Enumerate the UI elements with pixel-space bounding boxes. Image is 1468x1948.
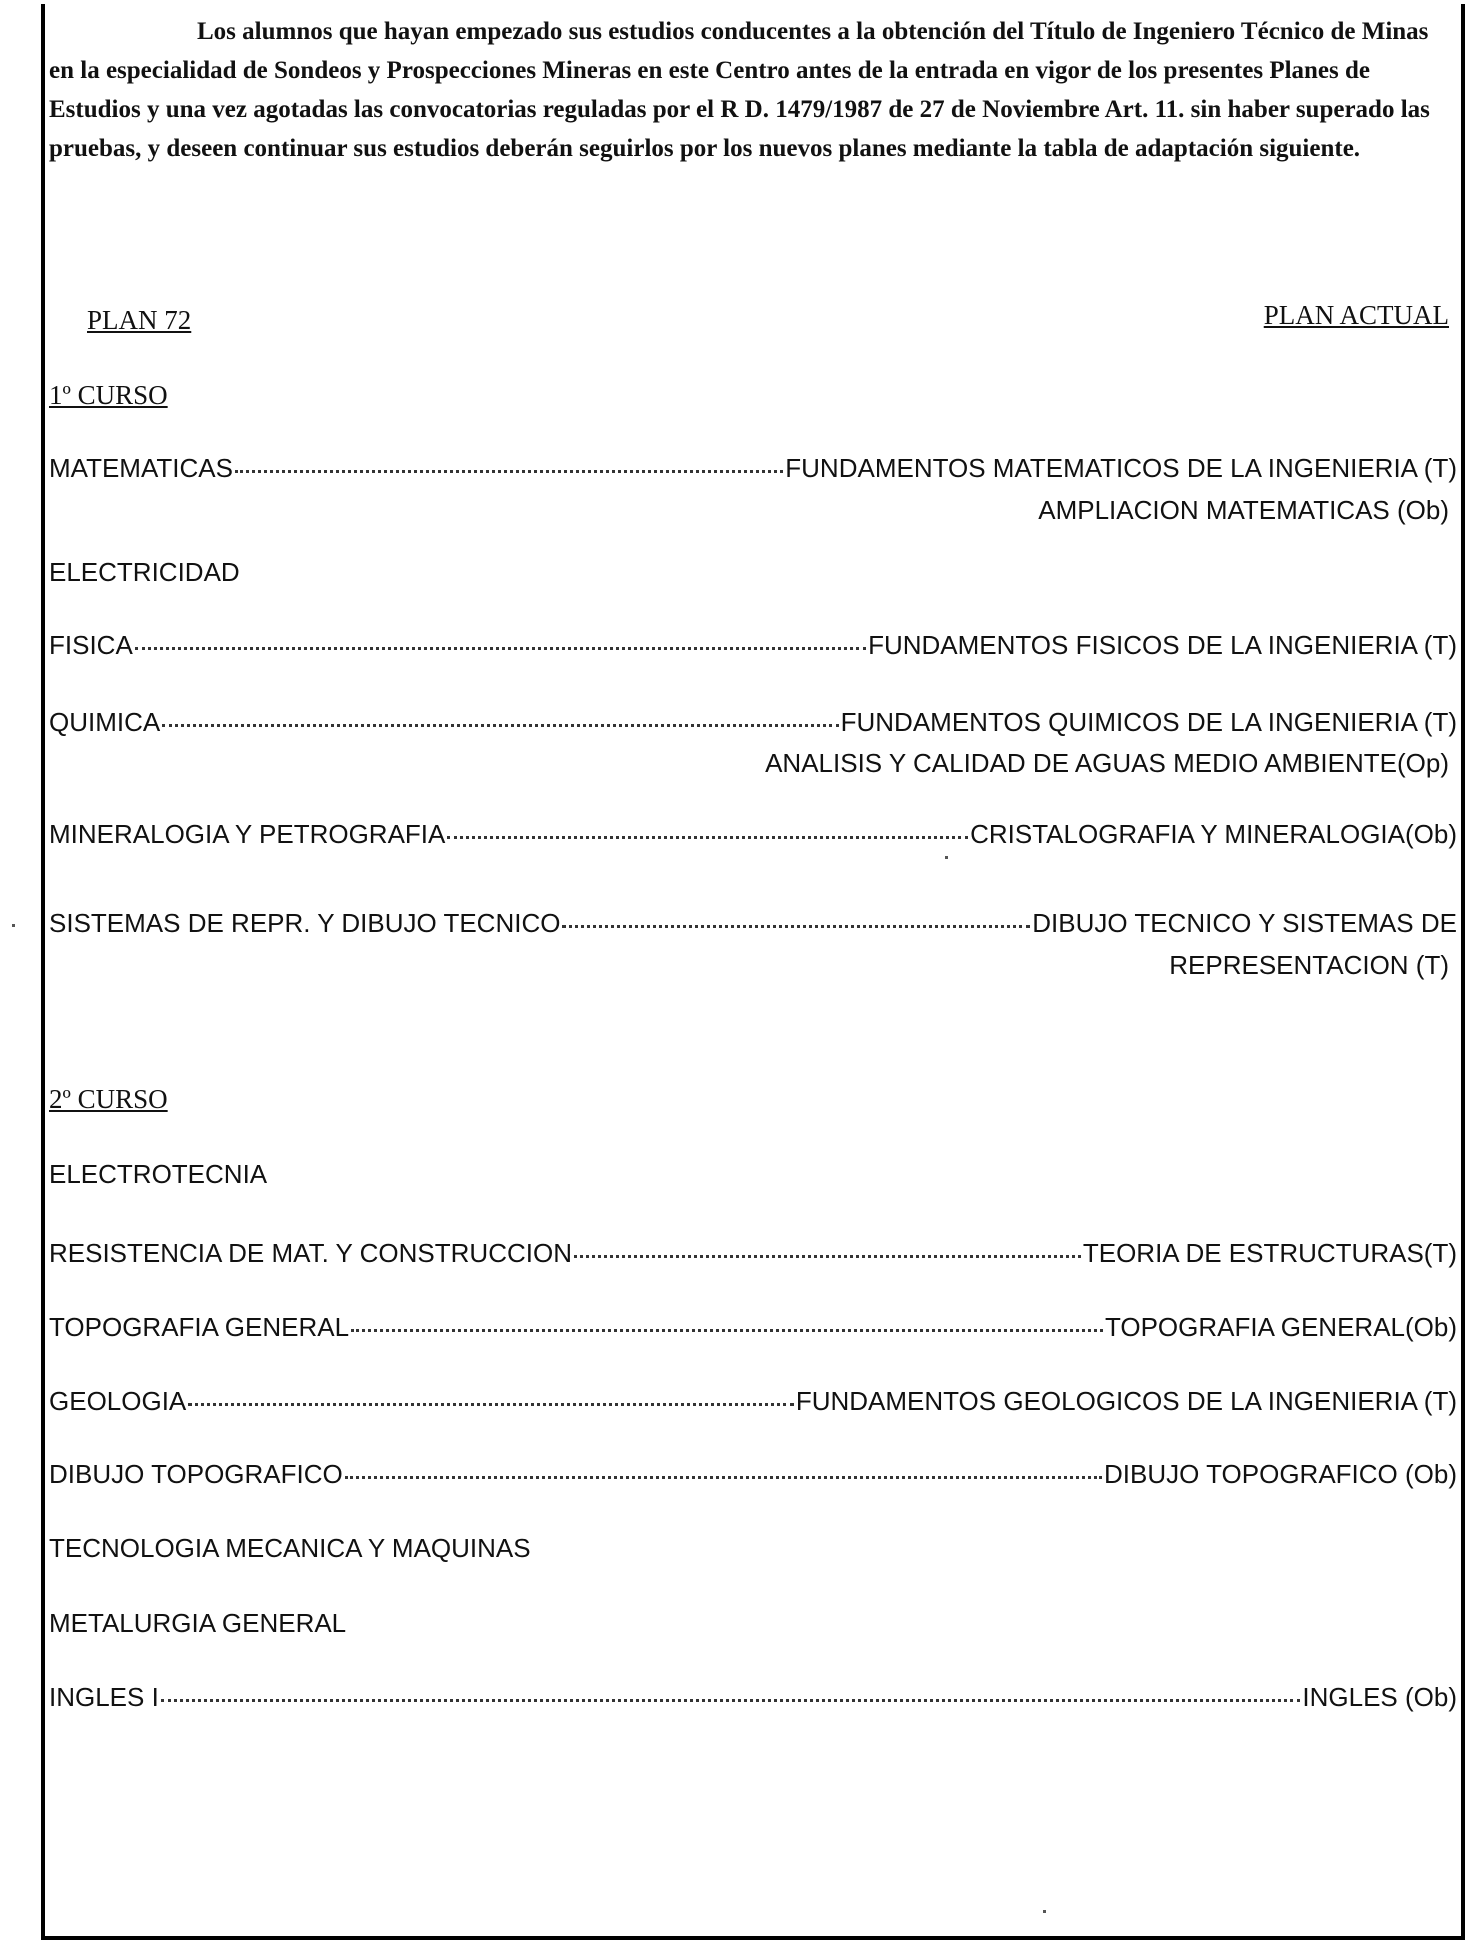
plan72-subject: MATEMATICAS	[49, 453, 233, 483]
leader-dots	[562, 924, 1030, 928]
scan-speck	[945, 856, 948, 859]
leader-dots	[188, 1402, 794, 1406]
plan72-subject: DIBUJO TOPOGRAFICO	[49, 1459, 343, 1489]
curso-1-title: 1º CURSO	[49, 380, 168, 410]
leader-dots	[345, 1475, 1102, 1479]
header-plan-actual: PLAN ACTUAL	[1263, 300, 1449, 330]
plan-actual-subject-continuation: AMPLIACION MATEMATICAS (Ob)	[1038, 495, 1449, 525]
leader-dots	[161, 1698, 1301, 1702]
plan72-subject: GEOLOGIA	[49, 1386, 187, 1416]
scan-speck	[1043, 1910, 1046, 1913]
plan72-subject: INGLES I	[49, 1682, 159, 1712]
table-row	[49, 1312, 1457, 1343]
table-row	[49, 1682, 1457, 1713]
plan72-subject: ELECTRICIDAD	[49, 557, 240, 587]
leader-dots	[574, 1254, 1081, 1258]
table-row	[49, 908, 1457, 939]
plan-actual-subject: FUNDAMENTOS MATEMATICOS DE LA INGENIERIA (T)	[785, 453, 1457, 483]
plan72-subject: FISICA	[49, 630, 133, 660]
leader-dots	[235, 469, 783, 473]
plan-actual-subject: CRISTALOGRAFIA Y MINERALOGIA(Ob)	[970, 819, 1457, 849]
plan72-subject: ELECTROTECNIA	[49, 1159, 268, 1189]
scan-speck	[12, 924, 15, 927]
table-row	[49, 707, 1457, 738]
plan-actual-subject: DIBUJO TOPOGRAFICO (Ob)	[1104, 1459, 1457, 1489]
plan-actual-subject: FUNDAMENTOS FISICOS DE LA INGENIERIA (T)	[868, 630, 1457, 660]
plan72-subject: METALURGIA GENERAL	[49, 1608, 347, 1638]
leader-dots	[447, 835, 968, 839]
curso-2-title: 2º CURSO	[49, 1084, 168, 1114]
plan-actual-subject: INGLES (Ob)	[1302, 1682, 1457, 1712]
table-row	[49, 1608, 1457, 1639]
leader-dots	[162, 723, 838, 727]
plan72-subject: MINERALOGIA Y PETROGRAFIA	[49, 819, 446, 849]
header-plan-72: PLAN 72	[87, 305, 192, 335]
table-row	[49, 1159, 1457, 1190]
plan72-subject: TOPOGRAFIA GENERAL	[49, 1312, 350, 1342]
plan72-subject: RESISTENCIA DE MAT. Y CONSTRUCCION	[49, 1238, 572, 1268]
table-row	[49, 630, 1457, 661]
table-row	[49, 453, 1457, 484]
document-page	[41, 4, 1465, 1940]
plan-actual-subject: FUNDAMENTOS GEOLOGICOS DE LA INGENIERIA (T)	[795, 1386, 1457, 1416]
table-row	[49, 1533, 1457, 1564]
table-row	[49, 1238, 1457, 1269]
plan-actual-subject: TOPOGRAFIA GENERAL(Ob)	[1104, 1312, 1457, 1342]
plan-actual-subject: FUNDAMENTOS QUIMICOS DE LA INGENIERIA (T)	[840, 707, 1457, 737]
intro-paragraph	[49, 12, 1457, 168]
plan-actual-subject: TEORIA DE ESTRUCTURAS(T)	[1082, 1238, 1457, 1268]
intro-text: Los alumnos que hayan empezado sus estudios conducentes a la obtención del Título de Ingeniero Técnico de Minas en la especialidad de Sondeos y Prospecciones Mineras en este Centro antes de la entrada en vigor de los presentes Planes de Estudios y una vez agotadas las convocatorias reguladas por el R D. 1479/1987 de 27 de Noviembre Art. 11. sin haber superado las pruebas, y deseen continuar sus estudios deberán seguirlos por los nuevos planes mediante la tabla de adaptación siguiente.	[49, 18, 1430, 162]
plan72-subject: TECNOLOGIA MECANICA Y MAQUINAS	[49, 1533, 531, 1563]
leader-dots	[351, 1328, 1103, 1332]
table-row	[49, 819, 1457, 850]
table-row	[49, 1459, 1457, 1490]
plan-actual-subject: DIBUJO TECNICO Y SISTEMAS DE	[1032, 908, 1457, 938]
plan72-subject: QUIMICA	[49, 707, 161, 737]
plan72-subject: SISTEMAS DE REPR. Y DIBUJO TECNICO	[49, 908, 561, 938]
plan-actual-subject-continuation: REPRESENTACION (T)	[1169, 950, 1449, 980]
leader-dots	[135, 646, 866, 650]
plan-actual-subject-continuation: ANALISIS Y CALIDAD DE AGUAS MEDIO AMBIENTE(Op)	[765, 748, 1449, 778]
table-row	[49, 1386, 1457, 1417]
table-row	[49, 557, 1457, 588]
